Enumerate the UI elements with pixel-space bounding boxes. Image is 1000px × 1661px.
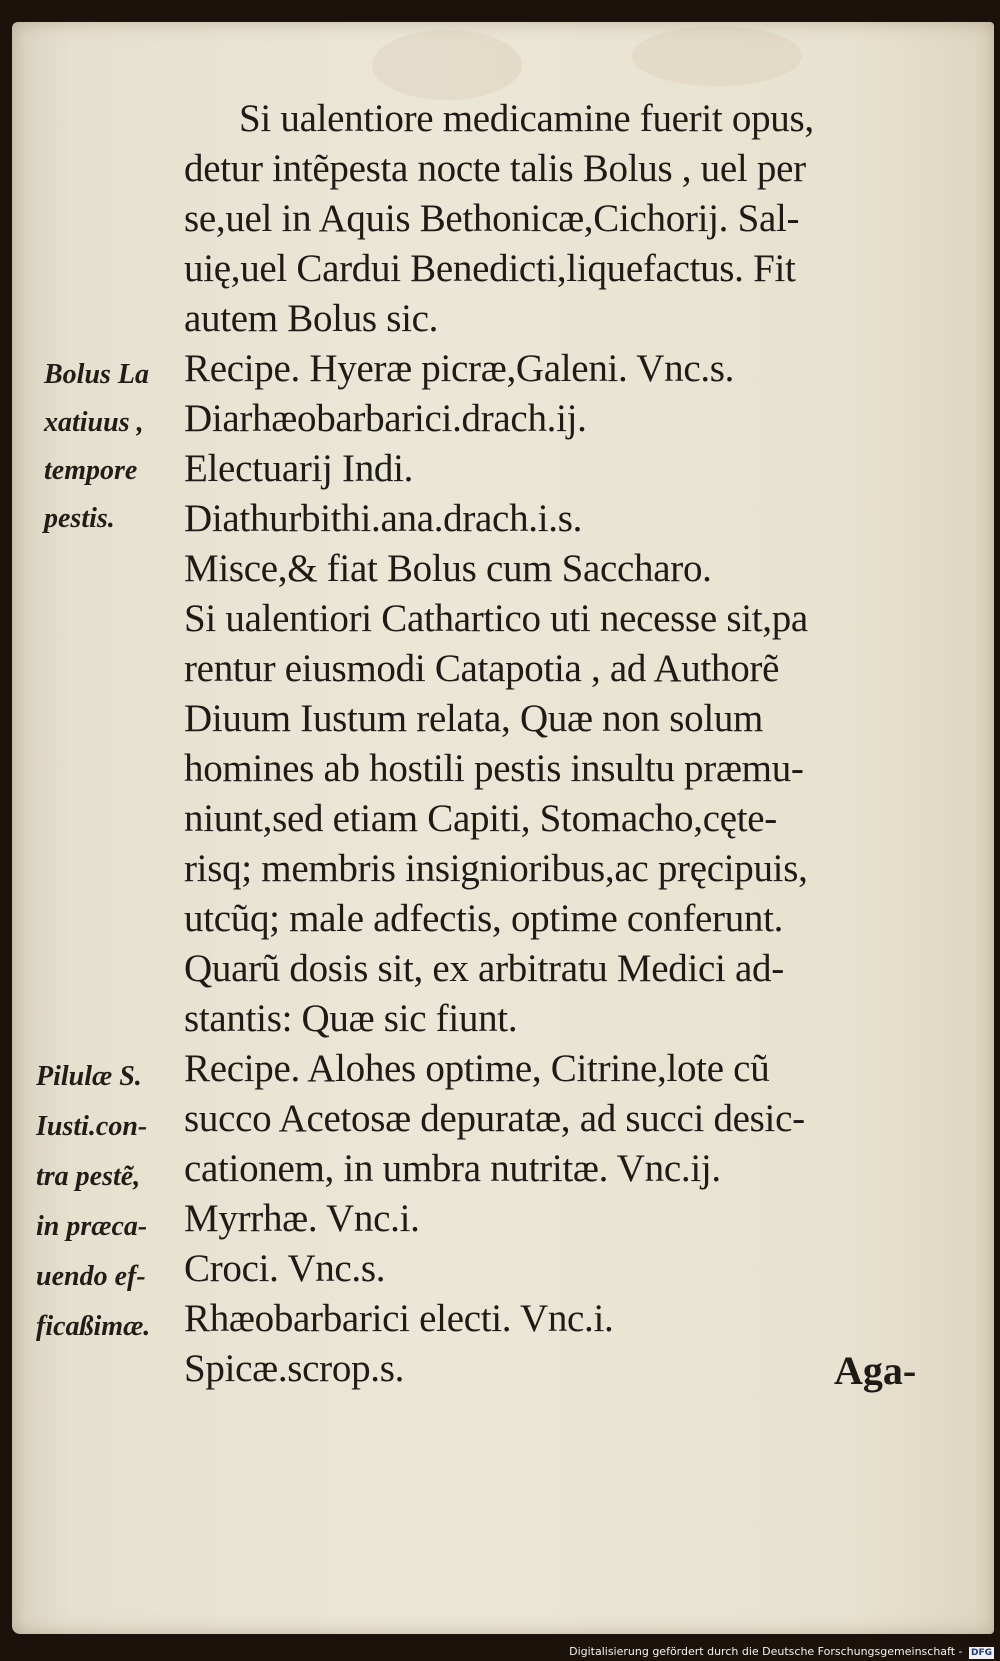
margin-note: Pilulæ S. bbox=[36, 1061, 142, 1092]
margin-note: ficaßimæ. bbox=[36, 1311, 151, 1342]
text-line: homines ab hostili pestis insultu præmu- bbox=[184, 747, 804, 790]
dfg-logo: DFG bbox=[970, 1648, 992, 1658]
text-line: Rhæobarbarici electi. Vnc.i. bbox=[184, 1297, 614, 1340]
text-line: Diathurbithi.ana.drach.i.s. bbox=[184, 497, 583, 540]
text-line: autem Bolus sic. bbox=[184, 297, 439, 340]
margin-note: xatiuus , bbox=[44, 407, 144, 438]
margin-note: uendo ef- bbox=[36, 1261, 146, 1292]
page-text-block bbox=[12, 22, 994, 1634]
text-line: Croci. Vnc.s. bbox=[184, 1247, 386, 1290]
text-line: Diuum Iustum relata, Quæ non solum bbox=[184, 697, 764, 740]
text-line: stantis: Quæ sic fiunt. bbox=[184, 997, 518, 1040]
margin-note: in præca- bbox=[36, 1211, 148, 1242]
text-line: Si ualentiori Cathartico uti necesse sit,pa bbox=[184, 597, 808, 640]
digitization-credit bbox=[569, 1645, 994, 1659]
text-line: risq; membris insignioribus,ac pręcipuis, bbox=[184, 847, 808, 890]
text-line: Myrrhæ. Vnc.i. bbox=[184, 1197, 420, 1240]
text-line: succo Acetosæ depuratæ, ad succi desic- bbox=[184, 1097, 805, 1140]
text-line: Spicæ.scrop.s. bbox=[184, 1347, 405, 1390]
text-line: rentur eiusmodi Catapotia , ad Authorẽ bbox=[184, 647, 780, 690]
text-line: Misce,& fiat Bolus cum Saccharo. bbox=[184, 547, 712, 590]
margin-note: Iusti.con- bbox=[36, 1111, 148, 1142]
text-line: utcũq; male adfectis, optime conferunt. bbox=[184, 897, 784, 940]
text-line: cationem, in umbra nutritæ. Vnc.ij. bbox=[184, 1147, 721, 1190]
text-line: niunt,sed etiam Capiti, Stomacho,cęte- bbox=[184, 797, 777, 840]
book-page bbox=[12, 22, 994, 1634]
text-line: Diarhæobarbarici.drach.ij. bbox=[184, 397, 587, 440]
margin-note: Bolus La bbox=[44, 359, 150, 390]
credit-text: Digitalisierung gefördert durch die Deutsche Forschungsgemeinschaft - bbox=[569, 1645, 963, 1658]
text-line: Si ualentiore medicamine fuerit opus, bbox=[239, 97, 814, 140]
text-line: detur intẽpesta nocte talis Bolus , uel per bbox=[184, 147, 806, 190]
text-line: se,uel in Aquis Bethonicæ,Cichorij. Sal- bbox=[184, 197, 800, 240]
margin-note: pestis. bbox=[44, 503, 115, 534]
text-line: Recipe. Alohes optime, Citrine,lote cũ bbox=[184, 1047, 770, 1090]
text-line: Recipe. Hyeræ picræ,Galeni. Vnc.s. bbox=[184, 347, 735, 390]
text-line: uię,uel Cardui Benedicti,liquefactus. Fit bbox=[184, 247, 796, 290]
margin-note: tempore bbox=[44, 455, 138, 486]
text-line: Quarũ dosis sit, ex arbitratu Medici ad- bbox=[184, 947, 784, 990]
catchword: Aga- bbox=[834, 1348, 917, 1393]
text-line: Electuarij Indi. bbox=[184, 447, 414, 490]
margin-note: tra pestẽ, bbox=[36, 1161, 141, 1192]
